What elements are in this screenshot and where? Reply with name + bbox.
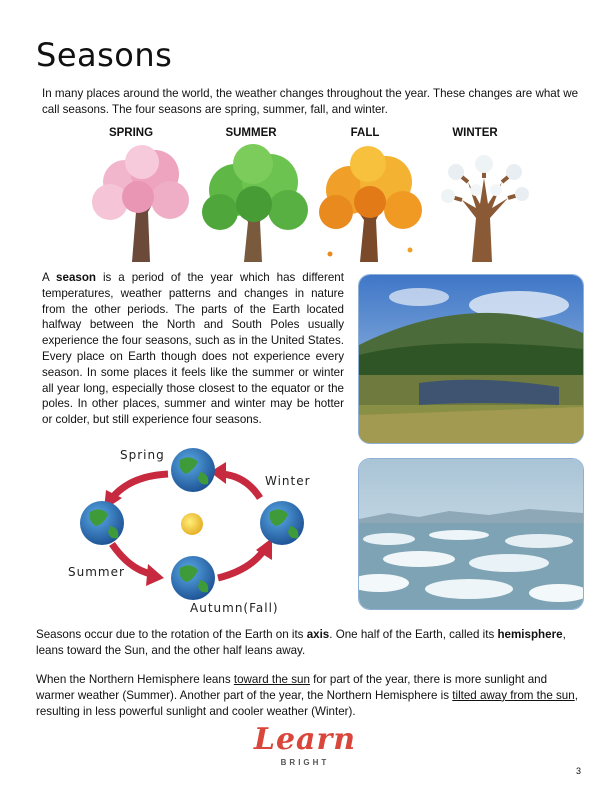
earth-autumn-icon [171,556,215,600]
season-label-fall: FALL [350,127,380,139]
ice-photo [358,458,584,610]
arrow-autumn-to-winter [218,550,264,578]
fall-tree-image [319,146,422,262]
hemisphere-paragraph: When the Northern Hemisphere leans toward the sun for part of the year, there is more sunlight and warmer weather (Summer). Another part of the year, the Northern Hemisphere is tilted away from the sun, resulting in less powerful sunlight and cooler weather (Winter). [36,673,578,718]
earth-winter-icon [260,501,304,545]
sun-icon [181,513,203,535]
arrow-winter-to-spring [222,474,260,498]
spring-tree-image [92,145,189,262]
term-axis: axis [306,628,330,641]
earth-spring-icon [171,448,215,492]
season-definition-paragraph: A season is a period of the year which has different temperatures, weather patterns and changes in nature from the other periods. The parts of the Earth located halfway between the North and South Poles usually experience the four seasons, such as in the United States. Every place on Earth though does not experience every season. In some places it feels like the summer or winter all year long, especially those closest to the equator or the poles. In other places, summer and winter may be hotter or colder, but still experience four seasons. [42,271,344,427]
logo-word: Learn [253,722,357,757]
cycle-label-spring: Spring [120,448,165,462]
term-hemisphere: hemisphere [497,628,563,641]
page-title: Seasons [36,36,173,74]
lake-landscape-image [359,275,583,443]
intro-paragraph: In many places around the world, the weather changes throughout the year. These changes are what we call seasons. The four seasons are spring, summer, fall, and winter. [42,87,579,116]
winter-tree-image [441,155,529,262]
summer-tree-image [202,144,308,262]
arrow-spring-to-summer [112,474,168,498]
cycle-label-autumn: Autumn(Fall) [190,601,279,615]
arctic-ice-image [359,459,583,609]
earth-summer-icon [80,501,124,545]
page-number: 3 [576,766,582,776]
cycle-label-summer: Summer [68,565,125,579]
season-cycle-diagram [60,440,310,620]
season-label-spring: SPRING [108,127,154,139]
cycle-label-winter: Winter [265,474,311,488]
axis-paragraph: Seasons occur due to the rotation of the Earth on its axis. One half of the Earth, called its hemisphere, leans toward the Sun, and the other half leans away. [36,628,566,657]
logo-sub: BRIGHT [280,758,330,767]
learn-bright-logo [250,724,360,776]
term-season: season [56,271,97,284]
season-trees-illustration [70,142,530,264]
season-label-summer: SUMMER [225,127,277,139]
landscape-photo [358,274,584,444]
season-label-winter: WINTER [452,127,498,139]
